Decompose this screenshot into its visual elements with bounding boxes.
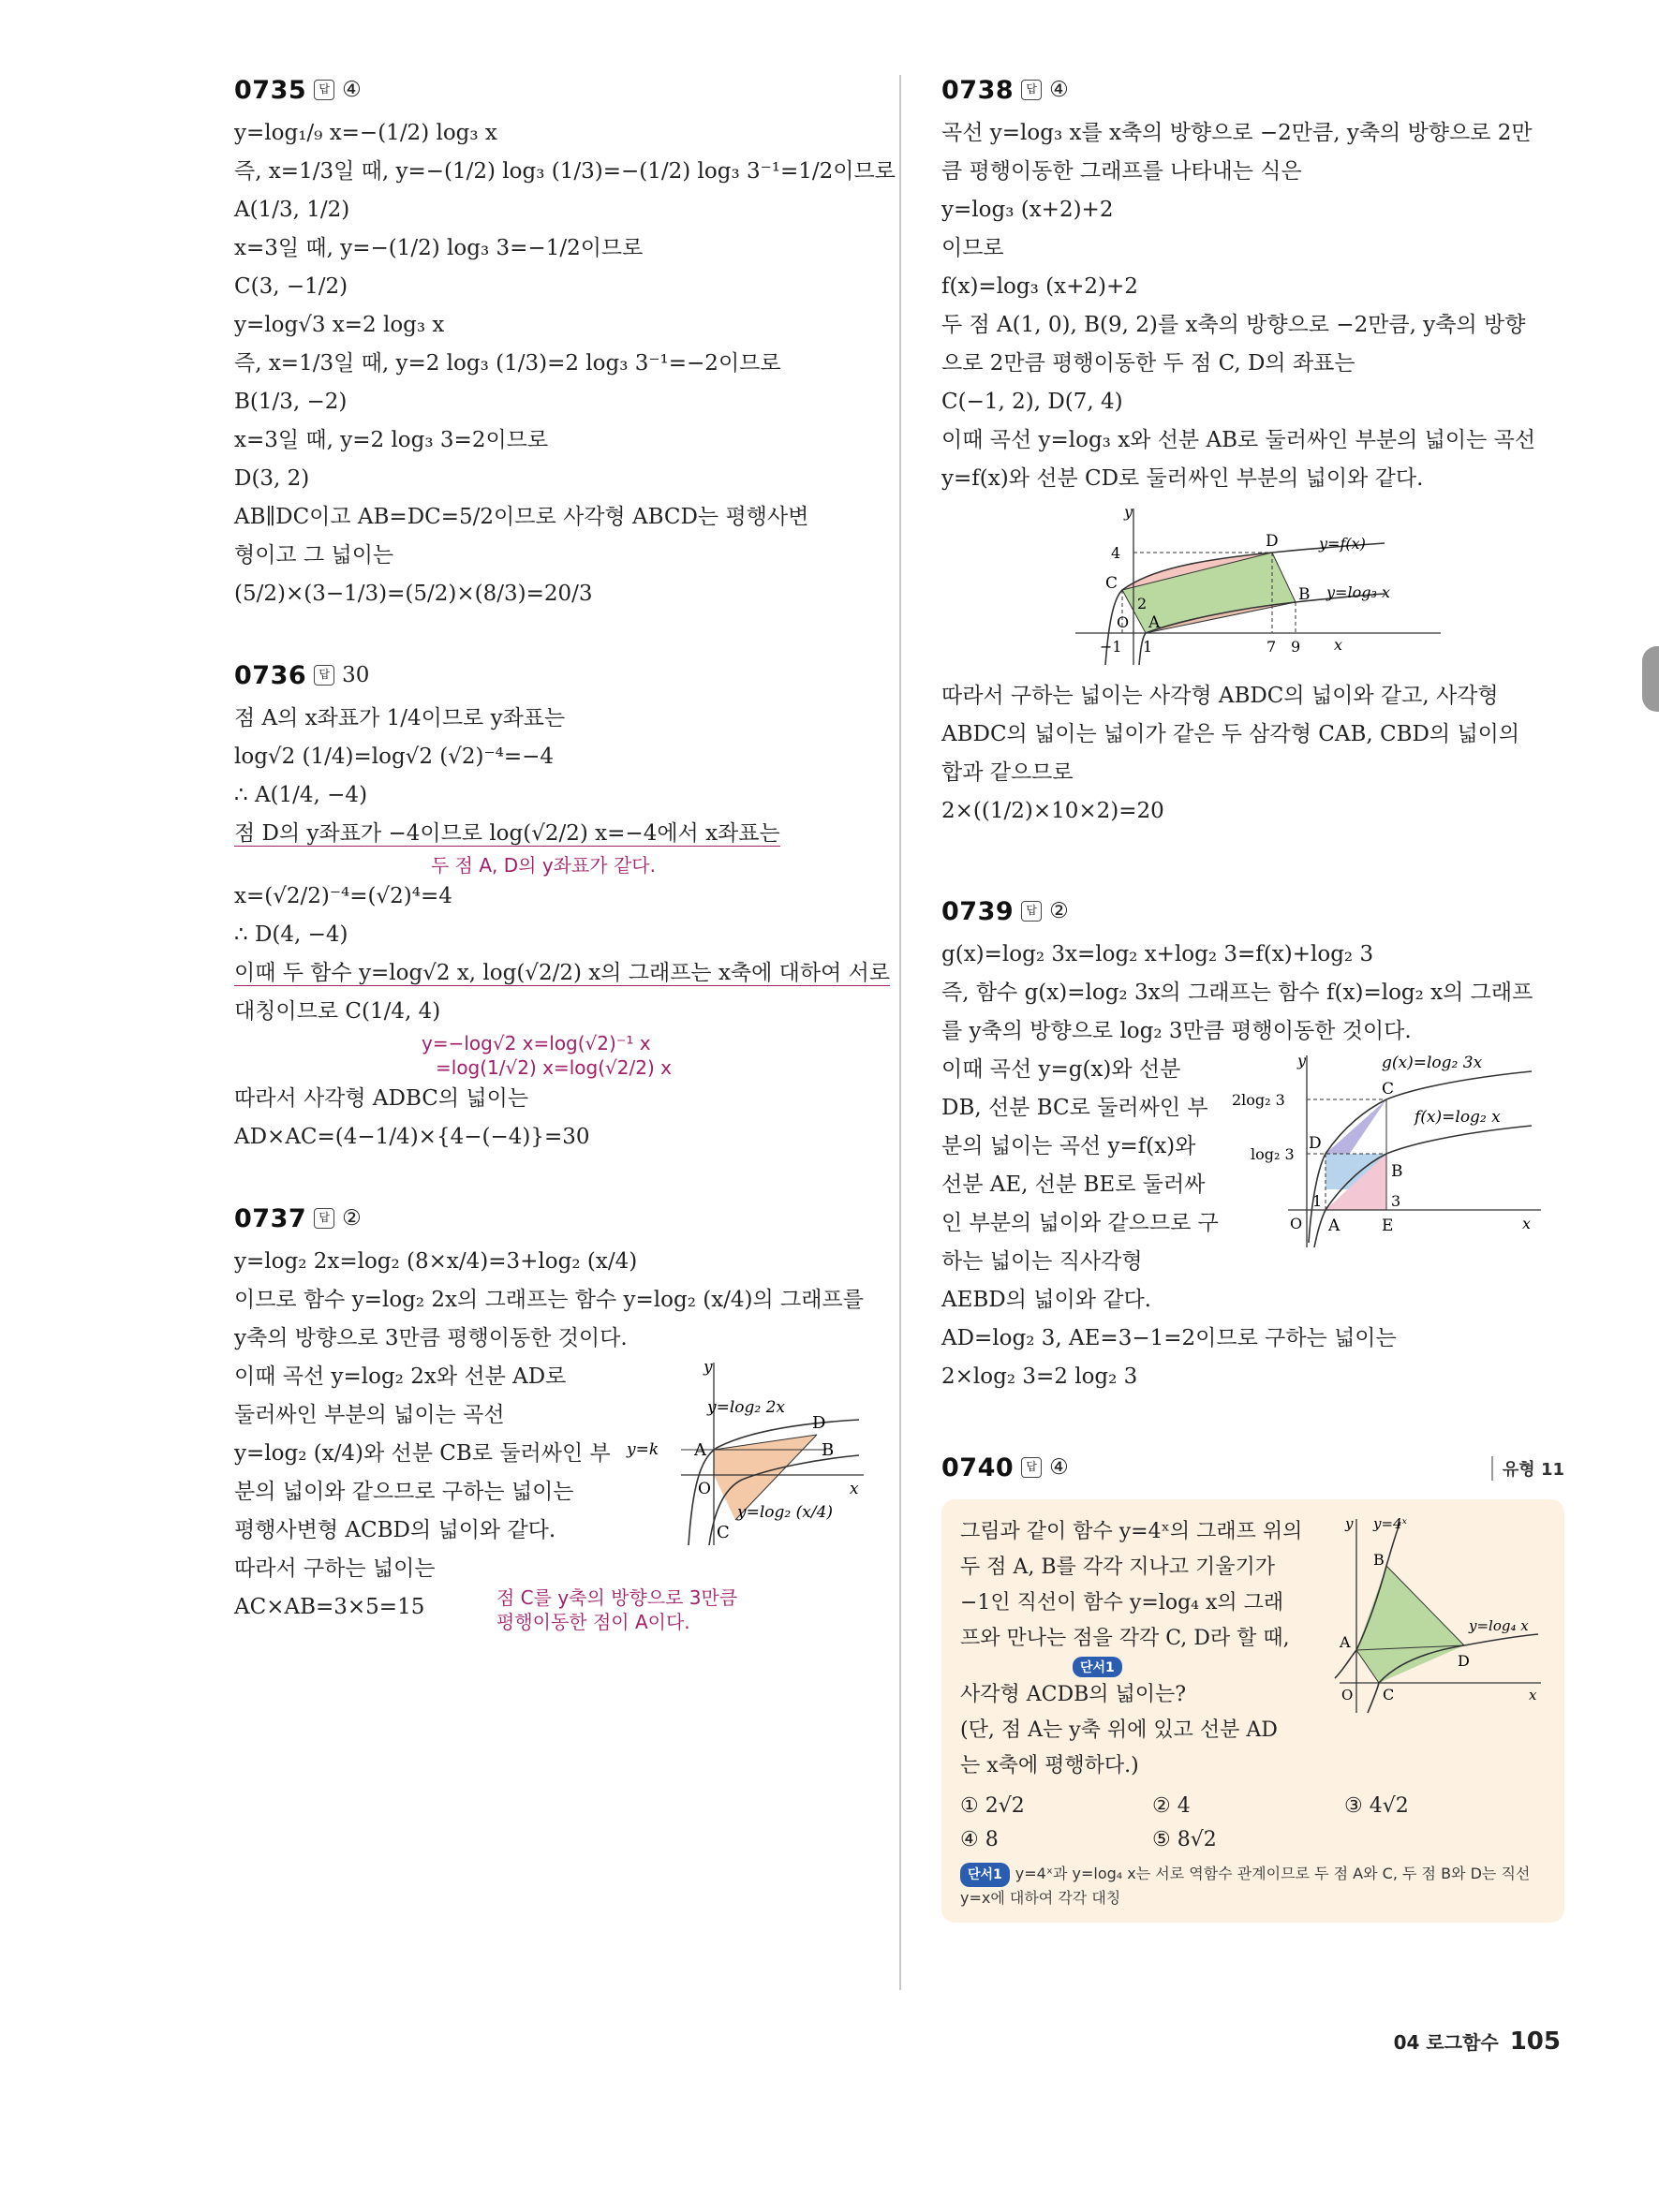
solution-header [234,1194,862,1243]
solution-line: 인 부분의 넓이와 같으므로 구 [941,1211,1219,1235]
problem-number: 0737 [234,1203,307,1233]
solution-line: ABDC의 넓이는 넓이가 같은 두 삼각형 CAB, CBD의 넓이의 [941,722,1520,746]
solution-line: D(3, 2) [234,466,310,491]
tick-9: 9 [1290,638,1300,656]
annotation-note: y=−log√2 x=log(√2)⁻¹ x [422,1032,651,1054]
solution-0736 [234,651,891,1157]
answer-icon: 답 [314,665,334,686]
point-C: C [1382,1080,1395,1099]
solution-line: y=log₂ (x/4)와 선분 CB로 둘러싸인 부 [234,1441,611,1466]
solution-line: x=(√2/2)⁻⁴=(√2)⁴=4 [234,884,452,908]
text-with-figure [234,1358,862,1550]
answer-value: ④ [342,78,362,102]
problem-line: 두 점 A, B를 각각 지나고 기울기가 [960,1556,1276,1579]
solution-line: 이므로 [941,236,1004,260]
tick-1: 1 [1142,638,1152,656]
choice-3[interactable]: ③ 4√2 [1344,1794,1409,1818]
label-curve-4x: y=4ˣ [1373,1515,1407,1532]
chapter-edge-tab [1642,646,1659,712]
y-axis-label: y [1123,504,1133,521]
page-footer [1394,2028,1561,2056]
answer-icon: 답 [314,80,334,100]
solution-line: 즉, x=1/3일 때, y=−(1/2) log₃ (1/3)=−(1/2) log₃ 3⁻¹=1/2이므로 [234,159,896,184]
solution-line: f(x)=log₃ (x+2)+2 [941,274,1138,299]
answer-value: ② [342,1206,362,1231]
problem-number: 0736 [234,660,307,690]
solution-line: 따라서 구하는 넓이는 [234,1556,436,1581]
solution-line: 하는 넓이는 직사각형 [941,1249,1143,1274]
choice-4[interactable]: ④ 8 [960,1828,999,1851]
choice-2[interactable]: ② 4 [1152,1794,1191,1818]
point-C: C [716,1523,730,1542]
solution-line: 따라서 사각형 ADBC의 넓이는 [234,1086,529,1111]
origin-label: O [1290,1215,1303,1232]
solution-line: 으로 2만큼 평행이동한 두 점 C, D의 좌표는 [941,351,1355,376]
answer-icon: 답 [1021,80,1042,100]
point-A: A [1148,613,1160,632]
solution-line: AC×AB=3×5=15 [234,1595,425,1619]
solution-line: y=log₃ (x+2)+2 [941,198,1114,222]
solution-line: AD×AC=(4−1/4)×{4−(−4)}=30 [234,1125,590,1149]
graph-0737 [625,1358,864,1545]
y-axis-label: y [703,1358,713,1377]
solution-header [234,651,862,700]
point-B: B [1297,585,1310,604]
problem-line: 는 x축에 평행하다.) [960,1754,1139,1777]
point-B: B [821,1440,834,1460]
tick-2log2-3: 2log₂ 3 [1232,1091,1285,1109]
hint-marker-row [960,1657,1330,1677]
label-curve-g: g(x)=log₂ 3x [1382,1054,1483,1072]
solution-line: C(3, −1/2) [234,274,348,299]
point-A: A [693,1440,706,1460]
underlined-text: 점 D의 y좌표가 −4이므로 log(√2/2) x=−4에서 x좌표는 [234,821,780,846]
solution-header [941,66,1564,114]
y-axis-label: y [1345,1515,1354,1532]
solution-line: 곡선 y=log₃ x를 x축의 방향으로 −2만큼, y축의 방향으로 2만 [941,121,1533,145]
solution-line: 이때 곡선 y=g(x)와 선분 [941,1057,1181,1082]
left-column [234,66,896,1672]
point-B: B [1373,1551,1385,1569]
answer-value: ② [1049,899,1069,923]
wrapped-text [234,1358,611,1550]
solution-line: 형이고 그 넓이는 [234,543,394,568]
problem-box [941,1499,1564,1923]
text-with-figure [941,1051,1564,1320]
problem-number: 0739 [941,896,1015,926]
solution-line: 두 점 A(1, 0), B(9, 2)를 x축의 방향으로 −2만큼, y축의 방향 [941,313,1526,337]
annotation-note: =log(1/√2) x=log(√2/2) x [436,1056,672,1079]
origin-label: O [1116,613,1129,631]
choice-5[interactable]: ⑤ 8√2 [1152,1828,1217,1851]
solution-line: log√2 (1/4)=log√2 (√2)⁻⁴=−4 [234,745,555,769]
solution-line: g(x)=log₂ 3x=log₂ x+log₂ 3=f(x)+log₂ 3 [941,942,1374,966]
solution-line: x=3일 때, y=−(1/2) log₃ 3=−1/2이므로 [234,236,644,260]
solution-0737 [234,1194,862,1634]
point-A: A [1328,1217,1341,1235]
hint-badge: 단서1 [960,1863,1010,1887]
solution-line: (5/2)×(3−1/3)=(5/2)×(8/3)=20/3 [234,582,593,606]
type-badge: 유형 11 [1491,1456,1564,1481]
solution-header [234,66,862,114]
graph-0738 [1057,504,1450,668]
right-column [941,66,1564,1960]
wrapped-text [941,1051,1232,1320]
point-D: D [1309,1134,1322,1153]
annotation-note: 평행이동한 점이 A이다. [496,1611,690,1633]
solution-line: 즉, x=1/3일 때, y=2 log₃ (1/3)=2 log₃ 3⁻¹=−2이므로 [234,351,781,376]
solution-0740 [941,1443,1564,1923]
solution-line: 따라서 구하는 넓이는 사각형 ABDC의 넓이와 같고, 사각형 [941,684,1499,708]
solution-line: y=f(x)와 선분 CD로 둘러싸인 부분의 넓이와 같다. [941,466,1424,491]
solution-line: 선분 AE, 선분 BE로 둘러싸 [941,1172,1206,1197]
problem-number: 0738 [941,75,1015,105]
choice-1[interactable]: ① 2√2 [960,1794,1025,1818]
solution-line: 를 y축의 방향으로 log₂ 3만큼 평행이동한 것이다. [941,1019,1412,1043]
problem-line: 사각형 ACDB의 넓이는? [960,1683,1187,1706]
annotation-note: 두 점 A, D의 y좌표가 같다. [431,854,656,877]
solution-line: ∴ D(4, −4) [234,922,348,947]
tick-7: 7 [1266,638,1276,656]
solution-line [234,954,891,993]
solution-header [941,1443,1564,1492]
solution-line: x=3일 때, y=2 log₃ 3=2이므로 [234,428,549,452]
tick-1: 1 [1312,1192,1323,1210]
problem-number: 0740 [941,1453,1015,1482]
solution-line: A(1/3, 1/2) [234,198,350,222]
figure-0740 [1330,1514,1546,1784]
tick-4: 4 [1110,544,1120,562]
solution-line [234,815,862,853]
solution-line: 이때 곡선 y=log₃ x와 선분 AB로 둘러싸인 부분의 넓이는 곡선 [941,428,1536,452]
solution-line: AB∥DC이고 AB=DC=5/2이므로 사각형 ABCD는 평행사변 [234,505,809,529]
answer-value: ④ [1049,78,1069,102]
problem-line: 그림과 같이 함수 y=4ˣ의 그래프 위의 [960,1520,1303,1543]
point-E: E [1382,1217,1394,1235]
answer-value: ④ [1049,1455,1069,1480]
solution-line: 분의 넓이와 같으므로 구하는 넓이는 [234,1480,574,1504]
solution-line: y축의 방향으로 3만큼 평행이동한 것이다. [234,1326,628,1350]
solution-line: 둘러싸인 부분의 넓이는 곡선 [234,1403,505,1427]
label-curve1: y=log₂ 2x [706,1398,785,1417]
solution-line: 2×((1/2)×10×2)=20 [941,799,1164,823]
solution-line: 즉, 함수 g(x)=log₂ 3x의 그래프는 함수 f(x)=log₂ x의 그래프 [941,981,1533,1005]
tick-3: 3 [1391,1192,1401,1210]
hint-label: 단서1 [1073,1657,1122,1677]
annotation-note: 점 C를 y축의 방향으로 3만큼 [496,1586,738,1609]
solution-line: AD=log₂ 3, AE=3−1=2이므로 구하는 넓이는 [941,1326,1397,1350]
solution-0735 [234,66,896,613]
solution-header [941,887,1564,936]
point-C: C [1104,574,1118,593]
problem-number: 0735 [234,75,307,105]
point-D: D [1458,1652,1470,1670]
origin-label: O [697,1480,711,1498]
x-axis-label: x [1522,1215,1532,1232]
point-C: C [1383,1686,1395,1703]
solution-line: 평행사변형 ACBD의 넓이와 같다. [234,1518,556,1542]
tick-log2-3: log₂ 3 [1251,1145,1295,1163]
label-curve-log3: y=log₃ x [1326,583,1390,601]
answer-choices [960,1790,1548,1857]
problem-with-figure [960,1514,1548,1784]
page-number: 105 [1509,2028,1561,2056]
solution-line: 점 A의 x좌표가 1/4이므로 y좌표는 [234,706,566,730]
label-y-k: y=k [626,1440,659,1459]
underlined-text: 이때 두 함수 y=log√2 x, log(√2/2) x의 그래프는 x축에 대하여 서로 [234,961,891,985]
figure-0739 [1232,1051,1550,1320]
problem-text [960,1514,1330,1784]
answer-value: 30 [342,663,370,687]
solution-line: y=log√3 x=2 log₃ x [234,313,445,337]
solution-0739 [941,887,1564,1396]
point-D: D [1265,532,1279,551]
solution-line: 분의 넓이는 곡선 y=f(x)와 [941,1134,1196,1158]
hint-text: y=4ˣ과 y=log₄ x는 서로 역함수 관계이므로 두 점 A와 C, 두 점 B와 D는 직선 [1015,1865,1531,1882]
problem-line: (단, 점 A는 y축 위에 있고 선분 AD [960,1718,1278,1742]
solution-line: AEBD의 넓이와 같다. [941,1288,1151,1312]
hint-text-2: y=x에 대하여 각각 대칭 [960,1889,1121,1907]
y-axis-label: y [1297,1052,1307,1069]
point-A: A [1340,1633,1351,1651]
answer-icon: 답 [314,1208,334,1229]
chapter-title: 04 로그함수 [1393,2031,1499,2054]
x-axis-label: x [1333,636,1342,654]
solution-line: y=log₁/₉ x=−(1/2) log₃ x [234,121,497,145]
x-axis-label: x [849,1480,859,1498]
label-curve2: y=log₂ (x/4) [736,1503,833,1522]
problem-line: −1인 직선이 함수 y=log₄ x의 그래 [960,1591,1284,1615]
point-D: D [811,1413,826,1433]
figure-0738 [941,504,1564,668]
label-curve-f: f(x)=log₂ x [1415,1108,1501,1127]
tick-2: 2 [1136,595,1147,612]
label-curve-log4: y=log₄ x [1469,1617,1529,1634]
solution-line: 2×log₂ 3=2 log₂ 3 [941,1364,1138,1389]
solution-line: 대칭이므로 C(1/4, 4) [234,999,441,1024]
solution-line: C(−1, 2), D(7, 4) [941,390,1123,414]
solution-line: y=log₂ 2x=log₂ (8×x/4)=3+log₂ (x/4) [234,1249,638,1274]
solution-line: B(1/3, −2) [234,390,348,414]
solution-line: 이므로 함수 y=log₂ 2x의 그래프는 함수 y=log₂ (x/4)의 그래프를 [234,1288,864,1312]
solution-0738 [941,66,1564,831]
column-divider [899,75,901,1990]
figure-0737 [625,1358,864,1550]
solution-line: 큼 평행이동한 그래프를 나타내는 식은 [941,159,1302,184]
solution-line: 합과 같으므로 [941,760,1074,785]
graph-0739 [1232,1051,1550,1252]
region-ACDB [1356,1566,1464,1683]
tick-minus1: −1 [1099,638,1122,656]
answer-icon: 답 [1021,1457,1042,1478]
solution-line: ∴ A(1/4, −4) [234,783,368,807]
solution-line: DB, 선분 BC로 둘러싸인 부 [941,1096,1208,1120]
hint-line [960,1863,1548,1887]
problem-line: 프와 만나는 점을 각각 C, D라 할 때, [960,1627,1290,1650]
answer-icon: 답 [1021,901,1042,922]
graph-0740 [1330,1514,1546,1716]
label-curve-f: y=f(x) [1318,535,1366,553]
solution-line: 이때 곡선 y=log₂ 2x와 선분 AD로 [234,1364,567,1389]
origin-label: O [1341,1687,1354,1703]
point-B: B [1391,1162,1403,1181]
x-axis-label: x [1529,1687,1537,1703]
